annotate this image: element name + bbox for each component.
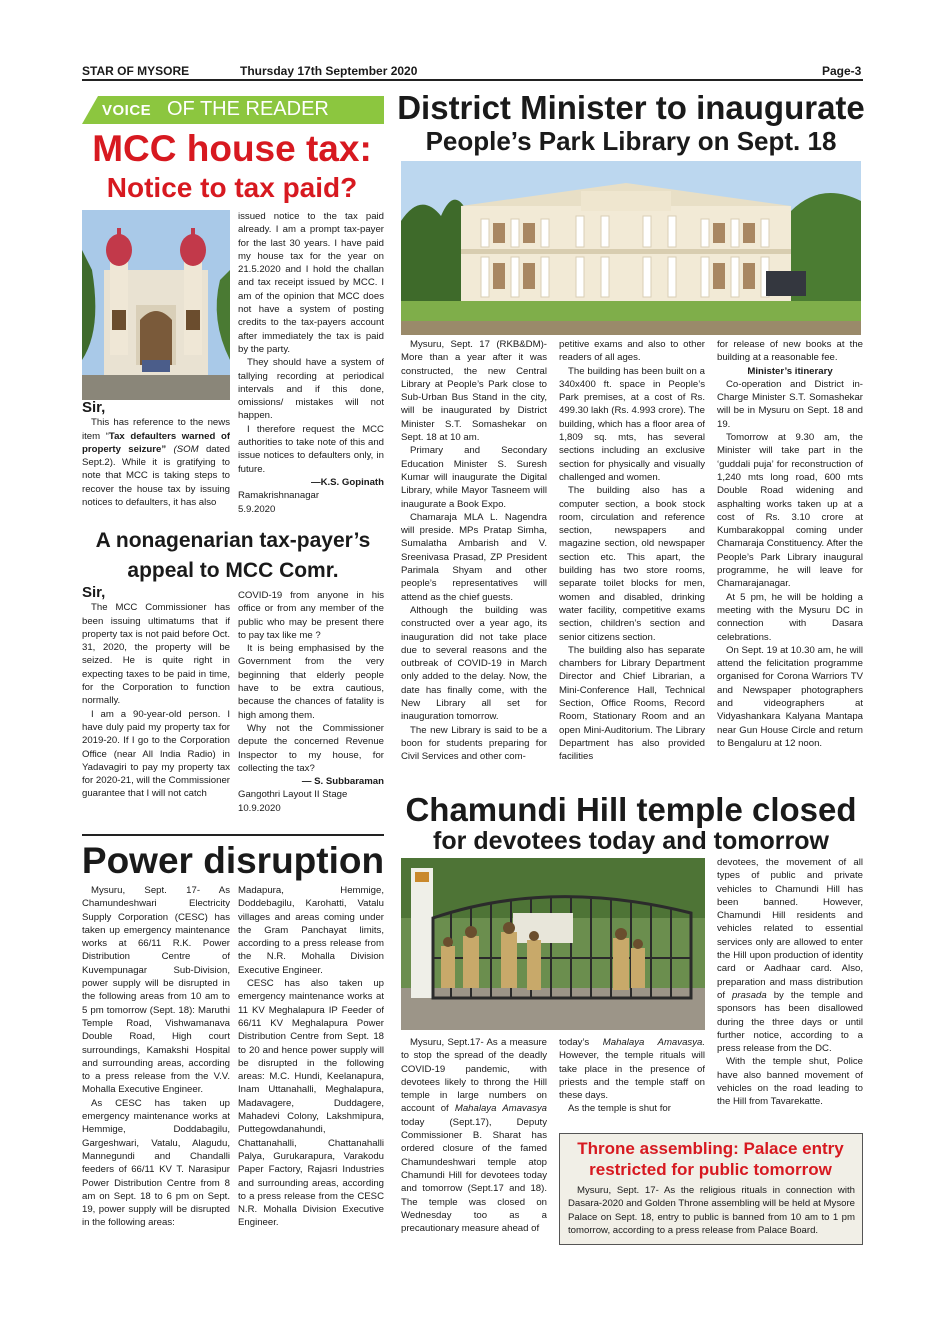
chamundi-col-2	[559, 1036, 705, 1126]
nonagenarian-c1: The MCC Commissioner has been issuing ultimatums that if property tax is not paid before Oct. 31, 2020, the property will be seized. He is quite right in expecting taxes to be paid in time, for the Corporation to function normally.	[82, 602, 230, 707]
voice-letter-col-1	[82, 401, 230, 519]
chamundi-p2-italic: Mahalaya Amavasya.	[602, 1037, 705, 1048]
library-p12: Tomorrow at 9.30 am, the Minister will take part in the ‘guddali puja’ for reconstruction of 1,240 mts long road, 600 mts Double Road widening and asphalting works taken up at a cost of Rs. 3.10 crore at Kumbarakoppal coming under Chamaraja Constituency. After the People’s Park Library inaugural programme, he will leave for Chamarajanagar.	[717, 432, 863, 590]
nonagenarian-headline-1: A nonagenarian tax-payer’s	[95, 529, 371, 552]
library-p4: Although the building was constructed over a year ago, its inauguration did not take place due to several reasons and the outbreak of COVID-19 in March only added to the delay. Now, the date has finally come, with the New Library all set for inauguration tomorrow.	[401, 604, 547, 723]
nonagenarian-headline-2: appeal to MCC Comr.	[127, 559, 339, 582]
voice-p1-a: This has reference to the news item “	[82, 417, 230, 442]
chamundi-p2-a: today’s	[559, 1037, 603, 1048]
page-number: Page-3	[822, 64, 862, 78]
library-col-1	[401, 338, 547, 788]
mcc-building-photo	[82, 210, 230, 400]
power-col-2	[238, 884, 384, 1252]
voice-p1-b: dated Sept.2). While it is gratifying to note that MCC is taking steps to recover the house tax by issuing notices to defaulters, it has also	[82, 443, 230, 509]
library-building-photo	[401, 161, 861, 335]
library-p6: petitive exams and also to other readers of all ages.	[559, 339, 705, 364]
banner-voice: VOICE	[102, 102, 152, 119]
library-col-3	[717, 338, 863, 788]
throne-body: Mysuru, Sept. 17- As the religious rituals in connection with Dasara-2020 and Golden Throne assembling will be held at Mysore Palace on Sept. 18, entry to public is banned from 10 am to 1 pm tomorrow, according to a press release from Palace Board.	[568, 1185, 855, 1236]
chamundi-p4-a: devotees, the movement of all types of public and private vehicles to Chamundi Hill has been banned. However, Chamundi Hill residents and vehicles related to essential services only are allowed to enter the Hill upon production of identity card or Aadhaar card. Also, preparation and mass distribution of	[717, 857, 863, 1001]
power-p3: Madapura, Hemmige, Doddebagilu, Karohatti, Vatalu villages and areas coming under the Gram Panchayat limits, according to a press release from the N.R. Mohalla Division Executive Engineer.	[238, 885, 384, 976]
voice-sir: Sir,	[82, 401, 106, 416]
temple-gate-photo	[401, 858, 705, 1030]
voice-date: 5.9.2020	[238, 503, 276, 515]
library-p14: On Sept. 19 at 10.30 am, he will attend the felicitation programme organised for Corona Warriors TV and Newspaper photographers and videographers at Vidyashankara Kalyana Mantapa near Gun House Circle and return to Bengaluru at 12 noon.	[717, 644, 863, 749]
nonagenarian-c5: Why not the Commissioner depute the concerned Revenue Inspector to my house, for collecting the tax?	[238, 722, 384, 774]
nonagenarian-signature: — S. Subbaraman	[301, 776, 384, 788]
chamundi-headline-2: for devotees today and tomorrow	[433, 827, 829, 855]
nonagenarian-sir: Sir,	[82, 586, 106, 601]
power-p1: Mysuru, Sept. 17- As Chamundeshwari Electricity Supply Corporation (CESC) has taken up emergency maintenance works at 66/11 R.K. Power Distribution Centre of Kuvempunagar Sub-Division, power supply will be disrupted in the following areas from 10 am to 5 pm tomorrow (Sept. 18): Maruthi Temple Road, Vishwamanava Double Road, High court surroundings, Kamakshi Hospital and surrounding areas, according to a press release from the V.V. Mohalla Executive Engineer.	[82, 885, 230, 1096]
library-headline-1: District Minister to inaugurate	[397, 89, 865, 126]
chamundi-headline-1: Chamundi Hill temple closed	[405, 791, 857, 828]
nonagenarian-col-1	[82, 586, 230, 826]
banner-of-the-reader: OF THE READER	[167, 98, 329, 120]
voice-banner	[82, 96, 384, 124]
power-headline: Power disruption	[81, 840, 385, 881]
throne-headline-2: restricted for public tomorrow	[589, 1160, 832, 1179]
masthead-rule	[82, 79, 863, 81]
nonagenarian-col-2	[238, 589, 384, 829]
mcc-building-illustration	[82, 210, 230, 400]
voice-place: Ramakrishnanagar	[238, 490, 320, 502]
library-headline-2: People’s Park Library on Sept. 18	[425, 126, 837, 156]
nonagenarian-date: 10.9.2020	[238, 802, 281, 814]
power-col-1	[82, 884, 230, 1252]
nonagenarian-place: Gangothri Layout II Stage	[238, 789, 348, 801]
nonagenarian-c3: COVID-19 from anyone in his office or from any member of the public who may be present there to pay tax like me ?	[238, 590, 384, 641]
voice-p1-bold: Tax defaulters warned of property seizure”	[82, 430, 230, 455]
temple-gate-illustration	[401, 858, 705, 1030]
paper-name: STAR OF MYSORE	[82, 64, 190, 78]
left-section-rule	[82, 834, 384, 836]
chamundi-p5: With the temple shut, Police have also banned movement of vehicles on the road leading to the Hill from Tavarekatte.	[717, 1056, 863, 1108]
chamundi-p4-b: by the temple and sponsors has been disallowed during the three days or until further notice, according to a press release from the DC.	[717, 989, 863, 1055]
library-p5: The new Library is said to be a boon for students preparing for Civil Services and other com-	[401, 724, 547, 763]
nonagenarian-c2: I am a 90-year-old person. I have duly paid my property tax for 2019-20. If I go to the Corporation Office (near All India Radio) in Yadavagiri to pay my property tax for 2020-21, will the Commissioner guarantee that I will not catch	[82, 708, 230, 800]
library-p13: At 5 pm, he will be holding a meeting with the Mysuru DC in connection with Dasara celebrations.	[717, 591, 863, 643]
chamundi-p2-b: However, the temple rituals will take place in the presence of priests and the temple staff on these days.	[559, 1050, 705, 1102]
library-subhead: Minister’s itinerary	[747, 365, 833, 377]
library-building-illustration	[401, 161, 861, 335]
voice-headline-1: MCC house tax:	[92, 128, 372, 169]
chamundi-p1-b: today (Sept.17), Deputy Commissioner B. Sharat has ordered closure of the famed Chamundeshwari temple atop Chamundi Hill for devotees today and tomorrow (Sept.17 and 18). The temple was closed on Wednesday too as a precautionary measure ahead of	[401, 1116, 547, 1235]
chamundi-col-1	[401, 1036, 547, 1252]
voice-p2: issued notice to the tax paid already. I am a prompt tax-payer for the last 30 years. I have paid my house tax for the year on 21.5.2020 and I hold the challan and tax receipt issued by MCC. I am of the opinion that MCC does not have a system of posting credits to the tax-payers account after immediately the tax is paid by the party.	[238, 211, 384, 355]
chamundi-p1-italic: Mahalaya Amavasya	[454, 1103, 547, 1115]
library-p2: Primary and Secondary Education Minister S. Suresh Kumar will inaugurate the Digital Library, while Mayor Tasneem will inaugurate a Book Expo.	[401, 445, 547, 510]
voice-signature: —K.S. Gopinath	[310, 476, 384, 488]
voice-p4: I therefore request the MCC authorities to take note of this and issue notices to defaulters only, in future.	[238, 423, 384, 475]
throne-box	[559, 1133, 863, 1245]
voice-letter-col-2	[238, 210, 384, 520]
library-col-2	[559, 338, 705, 788]
power-p4: CESC has also taken up emergency maintenance works at 11 KV Meghalapura IP Feeder of 66/11 KV Meghalapura Power Distribution Centre from Sept. 18 to 20 and hence power supply will be disrupted in the following areas: M.C. Hundi, Keelanapura, Inam Uttanahalli, Meghalapura, Madavagere, Duddagere, Mahadevi Colony, Lakshmipura, Puttegowdanahundi, Chattanahalli, Chattanahalli Palya, Gurukarapura, Varakodu Paper Factory, Rajasri Industries and surrounding areas, according to a press release from the CESC N.R. Mohalla Division Executive Engineer.	[238, 978, 384, 1229]
chamundi-col-3	[717, 856, 863, 1126]
throne-headline-1: Throne assembling: Palace entry	[577, 1139, 844, 1158]
library-p9: The building also has separate chambers for Library Department Director and Chief Librarian, a Mini-Conference Hall, Technical Section, Office Rooms, Record Room, Stationary Room and an open Mini-Auditorium. The Library Department has also provided facilities	[559, 644, 705, 763]
voice-p3: They should have a system of tallying recording at periodical intervals and if this done, omissions/ mistakes will not happen.	[238, 357, 384, 422]
voice-headline-2: Notice to tax paid?	[106, 172, 358, 203]
issue-date: Thursday 17th September 2020	[240, 64, 418, 78]
library-p3: Chamaraja MLA L. Nagendra will preside. MPs Pratap Simha, Sumalatha Ambarish and V. Sreenivasa Prasad, ZP President Parimala Shyam and other people’s representatives will attend as the chief guests.	[401, 511, 547, 603]
library-p1: Mysuru, Sept. 17 (RKB&DM)- More than a year after it was constructed, the new Central Library at People’s Park close to Sub-Urban Bus Stand in the city, will be inaugurated by District Minister S.T. Somashekar on Sept. 18 at 10 am.	[401, 339, 547, 444]
library-p11: Co-operation and District in-Charge Minister S.T. Somashekar will be in Mysuru on Sept. 18 and 19.	[717, 378, 863, 430]
nonagenarian-c4: It is being emphasised by the Government from the very beginning that elderly people have to be extra cautious, because the chances of fatality is high among them.	[238, 643, 384, 721]
library-p8: The building also has a computer section, a book stock room, circulation and reference section, newspapers and magazine section, old newspaper section etc. This apart, the building has two store rooms, separate toilet blocks for men, women and disabled, drinking water facility, competitive exams section, children’s section and senior citizens section.	[559, 485, 705, 643]
library-p10: for release of new books at the building at a reasonable fee.	[717, 339, 863, 364]
library-p7: The building has been built on a 340x400 ft. space in People’s Park premises, at a cost of Rs. 499.30 lakh (Rs. 4.993 crore). The building, which has a floor area of 1,809 sq. mts, has several sections including an exclusive section for physically and visually challenged and women.	[559, 365, 705, 483]
banner-notch	[82, 96, 98, 124]
voice-p1-italic: (SOM	[166, 443, 199, 455]
chamundi-p1-a: Mysuru, Sept.17- As a measure to stop the spread of the deadly COVID-19 pandemic, with devotees likely to throng the Hill temple in large numbers on account of	[401, 1037, 547, 1115]
chamundi-p3: As the temple is shut for	[568, 1103, 671, 1115]
chamundi-p4-italic: prasada	[732, 989, 767, 1001]
power-p2: As CESC has taken up emergency maintenance works at Hemmige, Doddabagilu, Gargeshwari, Vatalu, Alagudu, Mannegundi and Chandalli feeders of 66/11 KV T. Narasipur Power Distribution Centre from 8 am on Sept. 18 to 6 pm on Sept. 19, power supply will be disrupted in the following areas:	[82, 1097, 230, 1229]
